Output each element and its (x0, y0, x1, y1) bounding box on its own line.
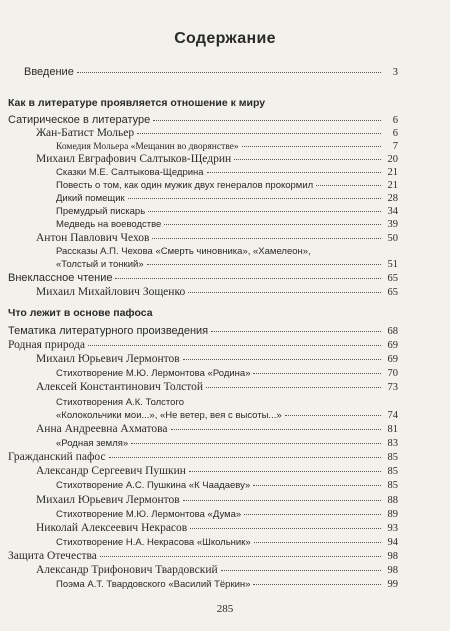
toc-entry-label: Михаил Евграфович Салтыков-Щедрин (36, 153, 232, 165)
toc-entry[interactable] (56, 166, 398, 179)
toc-entry-page: 70 (387, 368, 398, 379)
toc-entry-page: 28 (387, 193, 398, 204)
toc-entry-label: Тематика литературного произведения (8, 325, 209, 337)
dot-leader (152, 238, 381, 239)
toc-entry-label: Стихотворение Н.А. Некрасова «Школьник» (56, 537, 251, 548)
toc-entry-page: 74 (387, 410, 398, 421)
toc-entry-page: 21 (387, 167, 398, 178)
toc-entry[interactable] (56, 409, 398, 422)
toc-entry[interactable] (56, 508, 398, 521)
toc-entry-page: 51 (387, 259, 398, 270)
toc-entry-page: 85 (387, 452, 398, 463)
page-title: Содержание (174, 30, 276, 47)
dot-leader (153, 120, 381, 121)
toc-entry-page: 6 (392, 128, 398, 139)
toc-entry-label: Комедия Мольера «Мещанин во дворянстве» (56, 142, 239, 152)
toc-entry-label: Внеклассное чтение (8, 272, 113, 284)
toc-entry-page: 50 (387, 233, 398, 244)
toc-entry[interactable] (36, 522, 398, 535)
toc-entry[interactable] (56, 205, 398, 218)
toc-entry[interactable] (8, 451, 398, 464)
toc-entry[interactable] (36, 564, 398, 577)
toc-entry-label: «Толстый и тонкий» (56, 259, 144, 270)
dot-leader (131, 443, 381, 444)
toc-entry-label: Стихотворение М.Ю. Лермонтова «Родина» (56, 368, 251, 379)
toc-entry-label: Медведь на воеводстве (56, 219, 162, 230)
toc-entry-label: Стихотворения А.К. Толстого (56, 397, 184, 408)
toc-entry[interactable] (36, 153, 398, 166)
toc-entry-label: Рассказы А.П. Чехова «Смерть чиновника», «Хамелеон», (56, 246, 311, 257)
dot-leader (109, 457, 381, 458)
toc-entry-page: 83 (387, 438, 398, 449)
dot-leader (221, 570, 381, 571)
toc-entry[interactable] (36, 381, 398, 394)
toc-entry-label: Алексей Константинович Толстой (36, 381, 204, 393)
toc-entry[interactable] (56, 437, 398, 450)
dot-leader (128, 198, 381, 199)
toc-entry[interactable] (24, 66, 398, 79)
toc-entry-label: Александр Сергеевич Пушкин (36, 465, 186, 477)
toc-entry-label: «Родная земля» (56, 438, 129, 449)
toc-entry[interactable] (56, 396, 390, 409)
dot-leader (316, 185, 381, 186)
toc-entry[interactable] (56, 578, 398, 591)
toc-entry-label: Защита Отечества (8, 550, 97, 562)
dot-leader (183, 500, 381, 501)
toc-entry[interactable] (8, 272, 398, 285)
dot-leader (189, 471, 381, 472)
toc-entry-page: 98 (387, 551, 398, 562)
toc-entry[interactable] (36, 465, 398, 478)
dot-leader (171, 429, 382, 430)
page-number: 285 (216, 603, 234, 615)
toc-entry-label: Сатирическое в литературе (8, 114, 151, 126)
toc-entry-page: 88 (387, 495, 398, 506)
toc-entry-page: 89 (387, 509, 398, 520)
toc-entry-label: Повесть о том, как один мужик двух генералов прокормил (56, 180, 314, 191)
toc-entry-label: Гражданский пафос (8, 451, 106, 463)
toc-entry-page: 98 (387, 565, 398, 576)
toc-entry[interactable] (56, 140, 398, 153)
toc-entry[interactable] (36, 232, 398, 245)
dot-leader (100, 556, 381, 557)
toc-entry-page: 21 (387, 180, 398, 191)
dot-leader (285, 415, 381, 416)
section-heading: Что лежит в основе пафоса (8, 307, 153, 319)
toc-entry[interactable] (36, 494, 398, 507)
toc-entry-label: Стихотворение А.С. Пушкина «К Чаадаеву» (56, 480, 251, 491)
toc-entry-label: Анна Андреевна Ахматова (36, 423, 168, 435)
toc-entry[interactable] (56, 367, 398, 380)
toc-entry[interactable] (56, 536, 398, 549)
toc-entry-label: Сказки М.Е. Салтыкова-Щедрина (56, 167, 204, 178)
toc-entry-page: 65 (387, 273, 398, 284)
dot-leader (183, 359, 381, 360)
dot-leader (254, 542, 381, 543)
toc-entry-label: Поэма А.Т. Твардовского «Василий Тёркин» (56, 579, 251, 590)
toc-entry-page: 99 (387, 579, 398, 590)
toc-entry[interactable] (56, 179, 398, 192)
toc-entry-page: 34 (387, 206, 398, 217)
toc-entry[interactable] (8, 339, 398, 352)
dot-leader (253, 485, 381, 486)
toc-entry[interactable] (56, 479, 398, 492)
toc-entry-page: 65 (387, 287, 398, 298)
toc-entry-label: Родная природа (8, 339, 85, 351)
toc-entry-label: Дикий помещик (56, 193, 125, 204)
dot-leader (188, 292, 381, 293)
toc-entry[interactable] (36, 286, 398, 299)
toc-entry-label: Александр Трифонович Твардовский (36, 564, 218, 576)
dot-leader (244, 514, 381, 515)
toc-entry-label: Михаил Юрьевич Лермонтов (36, 494, 180, 506)
dot-leader (190, 528, 381, 529)
toc-entry[interactable] (8, 114, 398, 127)
toc-entry[interactable] (8, 325, 398, 338)
toc-entry-label: Михаил Юрьевич Лермонтов (36, 353, 180, 365)
toc-entry-label: Антон Павлович Чехов (36, 232, 150, 244)
dot-leader (77, 72, 381, 73)
toc-entry[interactable] (56, 258, 398, 271)
toc-entry-page: 81 (387, 424, 398, 435)
toc-entry-label: «Колокольчики мои...», «Не ветер, вея с высоты...» (56, 410, 282, 421)
toc-entry-label: Николай Алексеевич Некрасов (36, 522, 188, 534)
dot-leader (206, 387, 381, 388)
toc-entry-page: 39 (387, 219, 398, 230)
toc-entry-page: 3 (392, 67, 398, 78)
toc-entry-page: 69 (387, 340, 398, 351)
toc-entry-page: 93 (387, 523, 398, 534)
dot-leader (234, 159, 381, 160)
toc-entry[interactable] (36, 423, 398, 436)
toc-entry[interactable] (36, 353, 398, 366)
toc-entry[interactable] (8, 550, 398, 563)
dot-leader (147, 264, 381, 265)
dot-leader (253, 584, 381, 585)
toc-entry[interactable] (36, 127, 398, 140)
dot-leader (211, 331, 381, 332)
toc-entry-page: 7 (392, 141, 398, 152)
toc-entry-page: 68 (387, 326, 398, 337)
toc-entry[interactable] (56, 245, 390, 258)
dot-leader (207, 172, 381, 173)
toc-entry-page: 20 (387, 154, 398, 165)
dot-leader (88, 345, 381, 346)
toc-entry[interactable] (56, 192, 398, 205)
toc-entry-page: 85 (387, 466, 398, 477)
section-heading: Как в литературе проявляется отношение к миру (8, 97, 266, 109)
dot-leader (164, 224, 381, 225)
dot-leader (148, 211, 381, 212)
toc-entry-page: 73 (387, 382, 398, 393)
toc-entry-page: 85 (387, 480, 398, 491)
toc-entry-label: Введение (24, 66, 74, 78)
dot-leader (137, 133, 381, 134)
dot-leader (242, 146, 381, 147)
dot-leader (253, 373, 381, 374)
toc-entry-label: Стихотворение М.Ю. Лермонтова «Дума» (56, 509, 242, 520)
toc-entry-page: 94 (387, 537, 398, 548)
toc-entry-page: 6 (392, 115, 398, 126)
toc-entry-label: Премудрый пискарь (56, 206, 146, 217)
dot-leader (115, 278, 381, 279)
toc-entry[interactable] (56, 218, 398, 231)
toc-entry-label: Михаил Михайлович Зощенко (36, 286, 186, 298)
toc-entry-page: 69 (387, 354, 398, 365)
toc-entry-label: Жан-Батист Мольер (36, 127, 135, 139)
